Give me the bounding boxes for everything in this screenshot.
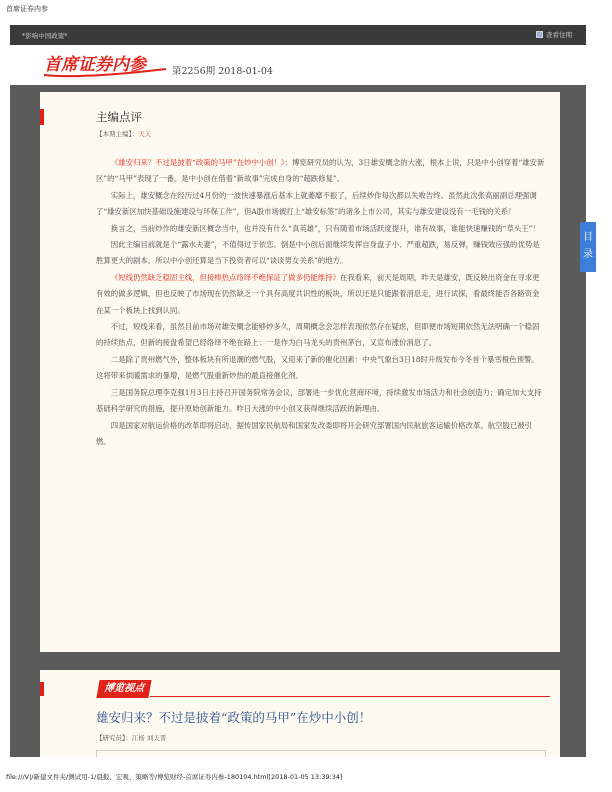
- paragraph-5: 《短线仍然缺乏稳固主线，但接棒热点络绎不绝保证了做多仍能维持》在我看来，前天是周期，昨天是雄安，既反映出资金在寻求更有效的做多逻辑，但也反映了市场现在仍然缺乏一个具有高度共识性的板块，所以还是只能跟着消息走，进行试探，看最终能否各路资金在某一个板块上找到认同。: [96, 272, 540, 315]
- section-marker: [40, 109, 44, 125]
- editor-label: 【本期主编】：: [96, 130, 139, 138]
- bolan-viewpoint-tag: 博览视点: [96, 680, 151, 698]
- content-box-edge: [96, 750, 546, 757]
- paragraph-4: 因此主编目前就是个“露水夫妻”，不值得过于依恋。倒是中小创后面继续发挥自身盘子小、严重超跌，易反弹，赚钱效应强的优势是胜算更大的剧本。所以中小创还算是当下投资者可以“谈谈男女关系”的地方。: [96, 240, 540, 266]
- paragraph-2: 实际上，雄安概念在经历过4月份的一波快速暴涨后基本上就萎靡不振了，后续炒作每次都以失败告终。虽然此次张高丽副总理强调了“雄安新区加快基础设施建设与环保工作”，但A股市场被打上“雄安标签”的诸多上市公司，其实与雄安建设没有一毛钱的关系！: [96, 190, 537, 217]
- researcher-line: [96, 733, 166, 742]
- divider: [150, 696, 550, 697]
- paragraph-1: 《雄安归来？不过是披着“政策的马甲”在炒中小创！》：博览研究员的认为，3日雄安概念的大涨，根本上说，只是中小创穿着“雄安新区”的“马甲”表现了一番。是中小创在借着“新故事”完成自身的“超跌修复”。: [96, 158, 545, 184]
- article-title[interactable]: 雄安归来？不过是披着“政策的马甲”在炒中小创！: [96, 710, 372, 725]
- masthead: [10, 45, 586, 86]
- logo: [42, 53, 168, 79]
- paragraph-8: 三是国务院总理李克强1月3日主持召开国务院常务会议，部署进一步优化营商环境，持续激发市场活力和社会创造力；确定加大支持基础科学研究的措施，提升原始创新能力。昨日大涨的中小创又获得继续活跃的新理由。: [96, 387, 542, 414]
- paragraph-9: 四是国家对航运价格的改革即将启动，据传国家民航局和国家发改委即将开会研究部署国内民航旅客运输价格改革。航空股已被引燃。: [96, 420, 533, 446]
- review-body: [96, 155, 546, 450]
- bolan-viewpoint-panel: [40, 670, 560, 757]
- section-title: 主编点评: [96, 110, 142, 124]
- paragraph-6: 不过，短线来看，虽然目前市场对雄安概念能够炒多久，周期概念会怎样表现依然存在疑虑，但即便市场短期依然无法明确一个稳固的持续热点，但新的接盘希望已经络绎不绝在路上：一是作为白马龙头的贵州茅台，又宣布涨价消息了。: [96, 322, 540, 348]
- toc-label-2: 录: [583, 249, 593, 260]
- editor-review-panel: [40, 92, 560, 652]
- editor-name: 天天: [138, 130, 152, 138]
- researcher-names: 江杨 刘天晋: [131, 734, 167, 742]
- past-issues-link[interactable]: [536, 30, 572, 39]
- paragraph-3: 换言之，当前炒作的雄安新区概念当中，也并没有什么“真英雄”，只有随着市场活跃度提升，谁有故事，谁能快速赚钱的“草头王”！: [110, 223, 540, 233]
- calendar-icon: [536, 31, 543, 38]
- tagline: *影响中国政策*: [22, 32, 68, 40]
- file-path-footer: file:///V|/新建文件夹/测试用-1/晨报、宏观、策略等/博览财经-首席证券内参-180104.html[2018-01-05 13:39:34]: [6, 773, 343, 781]
- article-link-1[interactable]: 《雄安归来？不过是披着“政策的马甲”在炒中小创！》: [110, 158, 285, 167]
- past-issues-label: 查看往期: [546, 31, 572, 39]
- top-bar: [10, 25, 586, 45]
- article-link-2[interactable]: 《短线仍然缺乏稳固主线，但接棒热点络绎不绝保证了做多仍能维持》: [110, 272, 340, 282]
- toc-label-1: 目: [583, 232, 593, 243]
- section-marker: [40, 682, 44, 696]
- editor-line: [96, 129, 151, 138]
- paragraph-7: 二是除了贵州燃气外，整体板块有所退潮的燃气股，又迎来了新的催化因素：中央气象台3日18时升级发布今冬首个暴雪橙色预警。这将带来供暖需求的暴增，是燃气股重新炒热的最直接催化剂。: [96, 354, 539, 381]
- toc-button[interactable]: [580, 222, 596, 272]
- issue-number-date: 第2256期 2018-01-04: [172, 66, 273, 77]
- researcher-label: 【研究员】：: [96, 734, 132, 742]
- logo-text: 首席证券内参: [44, 55, 146, 75]
- document-title: 首席证券内参: [6, 5, 48, 13]
